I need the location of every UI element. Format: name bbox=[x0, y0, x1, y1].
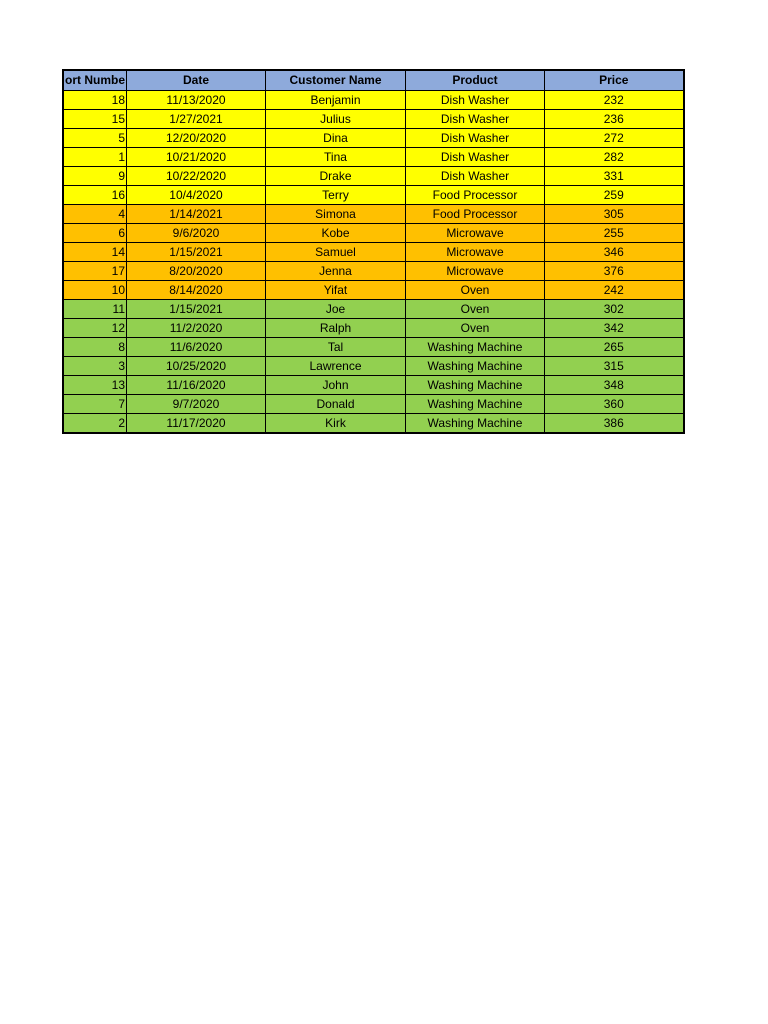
cell-date[interactable]: 10/21/2020 bbox=[127, 147, 266, 166]
cell-date[interactable]: 11/2/2020 bbox=[127, 318, 266, 337]
table-row bbox=[63, 147, 684, 166]
cell-product[interactable]: Microwave bbox=[406, 261, 545, 280]
cell-sort-number[interactable]: 18 bbox=[63, 90, 127, 109]
cell-customer-name[interactable]: Julius bbox=[266, 109, 406, 128]
header-date[interactable]: Date bbox=[127, 70, 266, 90]
cell-product[interactable]: Dish Washer bbox=[406, 128, 545, 147]
cell-sort-number[interactable]: 14 bbox=[63, 242, 127, 261]
cell-sort-number[interactable]: 1 bbox=[63, 147, 127, 166]
cell-sort-number[interactable]: 16 bbox=[63, 185, 127, 204]
cell-customer-name[interactable]: Yifat bbox=[266, 280, 406, 299]
cell-product[interactable]: Washing Machine bbox=[406, 356, 545, 375]
cell-sort-number[interactable]: 4 bbox=[63, 204, 127, 223]
cell-sort-number[interactable]: 8 bbox=[63, 337, 127, 356]
table-row bbox=[63, 337, 684, 356]
table-row bbox=[63, 280, 684, 299]
cell-customer-name[interactable]: Samuel bbox=[266, 242, 406, 261]
cell-product[interactable]: Food Processor bbox=[406, 204, 545, 223]
table-row bbox=[63, 90, 684, 109]
header-sort-number[interactable]: ort Numbe bbox=[63, 70, 127, 90]
cell-price[interactable]: 386 bbox=[545, 413, 684, 433]
cell-sort-number[interactable]: 6 bbox=[63, 223, 127, 242]
cell-product[interactable]: Dish Washer bbox=[406, 109, 545, 128]
cell-customer-name[interactable]: Benjamin bbox=[266, 90, 406, 109]
cell-date[interactable]: 11/16/2020 bbox=[127, 375, 266, 394]
cell-sort-number[interactable]: 17 bbox=[63, 261, 127, 280]
cell-customer-name[interactable]: Donald bbox=[266, 394, 406, 413]
table-row bbox=[63, 109, 684, 128]
cell-date[interactable]: 1/14/2021 bbox=[127, 204, 266, 223]
cell-price[interactable]: 342 bbox=[545, 318, 684, 337]
table-row bbox=[63, 394, 684, 413]
cell-customer-name[interactable]: Tal bbox=[266, 337, 406, 356]
cell-date[interactable]: 8/20/2020 bbox=[127, 261, 266, 280]
cell-date[interactable]: 1/15/2021 bbox=[127, 242, 266, 261]
cell-price[interactable]: 376 bbox=[545, 261, 684, 280]
cell-price[interactable]: 236 bbox=[545, 109, 684, 128]
cell-date[interactable]: 8/14/2020 bbox=[127, 280, 266, 299]
cell-product[interactable]: Microwave bbox=[406, 223, 545, 242]
cell-sort-number[interactable]: 3 bbox=[63, 356, 127, 375]
cell-product[interactable]: Food Processor bbox=[406, 185, 545, 204]
cell-sort-number[interactable]: 13 bbox=[63, 375, 127, 394]
cell-sort-number[interactable]: 5 bbox=[63, 128, 127, 147]
header-row bbox=[63, 70, 684, 90]
header-customer-name[interactable]: Customer Name bbox=[266, 70, 406, 90]
cell-customer-name[interactable]: Kobe bbox=[266, 223, 406, 242]
cell-price[interactable]: 360 bbox=[545, 394, 684, 413]
spreadsheet-table bbox=[62, 69, 685, 434]
cell-customer-name[interactable]: Ralph bbox=[266, 318, 406, 337]
cell-customer-name[interactable]: Lawrence bbox=[266, 356, 406, 375]
cell-price[interactable]: 348 bbox=[545, 375, 684, 394]
cell-price[interactable]: 315 bbox=[545, 356, 684, 375]
header-product[interactable]: Product bbox=[406, 70, 545, 90]
cell-customer-name[interactable]: Tina bbox=[266, 147, 406, 166]
cell-customer-name[interactable]: Simona bbox=[266, 204, 406, 223]
table-row bbox=[63, 204, 684, 223]
cell-price[interactable]: 272 bbox=[545, 128, 684, 147]
cell-product[interactable]: Dish Washer bbox=[406, 147, 545, 166]
cell-sort-number[interactable]: 12 bbox=[63, 318, 127, 337]
cell-product[interactable]: Oven bbox=[406, 299, 545, 318]
cell-price[interactable]: 255 bbox=[545, 223, 684, 242]
cell-customer-name[interactable]: Drake bbox=[266, 166, 406, 185]
cell-date[interactable]: 1/27/2021 bbox=[127, 109, 266, 128]
cell-price[interactable]: 265 bbox=[545, 337, 684, 356]
cell-price[interactable]: 331 bbox=[545, 166, 684, 185]
cell-customer-name[interactable]: Jenna bbox=[266, 261, 406, 280]
cell-product[interactable]: Washing Machine bbox=[406, 337, 545, 356]
cell-sort-number[interactable]: 2 bbox=[63, 413, 127, 433]
cell-date[interactable]: 10/22/2020 bbox=[127, 166, 266, 185]
cell-price[interactable]: 346 bbox=[545, 242, 684, 261]
table-row bbox=[63, 261, 684, 280]
cell-sort-number[interactable]: 11 bbox=[63, 299, 127, 318]
cell-product[interactable]: Washing Machine bbox=[406, 375, 545, 394]
cell-price[interactable]: 242 bbox=[545, 280, 684, 299]
cell-date[interactable]: 10/4/2020 bbox=[127, 185, 266, 204]
cell-date[interactable]: 12/20/2020 bbox=[127, 128, 266, 147]
cell-sort-number[interactable]: 15 bbox=[63, 109, 127, 128]
table-row bbox=[63, 128, 684, 147]
cell-date[interactable]: 9/6/2020 bbox=[127, 223, 266, 242]
cell-product[interactable]: Dish Washer bbox=[406, 90, 545, 109]
cell-date[interactable]: 1/15/2021 bbox=[127, 299, 266, 318]
cell-date[interactable]: 11/6/2020 bbox=[127, 337, 266, 356]
cell-date[interactable]: 10/25/2020 bbox=[127, 356, 266, 375]
table-row bbox=[63, 185, 684, 204]
cell-sort-number[interactable]: 9 bbox=[63, 166, 127, 185]
cell-price[interactable]: 302 bbox=[545, 299, 684, 318]
cell-customer-name[interactable]: John bbox=[266, 375, 406, 394]
table-row bbox=[63, 413, 684, 433]
table-row bbox=[63, 299, 684, 318]
cell-price[interactable]: 282 bbox=[545, 147, 684, 166]
cell-customer-name[interactable]: Kirk bbox=[266, 413, 406, 433]
table-row bbox=[63, 356, 684, 375]
cell-sort-number[interactable]: 10 bbox=[63, 280, 127, 299]
cell-sort-number[interactable]: 7 bbox=[63, 394, 127, 413]
cell-date[interactable]: 11/13/2020 bbox=[127, 90, 266, 109]
cell-date[interactable]: 9/7/2020 bbox=[127, 394, 266, 413]
cell-price[interactable]: 305 bbox=[545, 204, 684, 223]
cell-price[interactable]: 232 bbox=[545, 90, 684, 109]
table-row bbox=[63, 223, 684, 242]
table-row bbox=[63, 318, 684, 337]
cell-product[interactable]: Washing Machine bbox=[406, 413, 545, 433]
table-row bbox=[63, 166, 684, 185]
cell-customer-name[interactable]: Terry bbox=[266, 185, 406, 204]
cell-product[interactable]: Oven bbox=[406, 318, 545, 337]
cell-price[interactable]: 259 bbox=[545, 185, 684, 204]
cell-product[interactable]: Washing Machine bbox=[406, 394, 545, 413]
table-row bbox=[63, 375, 684, 394]
cell-customer-name[interactable]: Dina bbox=[266, 128, 406, 147]
cell-product[interactable]: Oven bbox=[406, 280, 545, 299]
cell-customer-name[interactable]: Joe bbox=[266, 299, 406, 318]
header-price[interactable]: Price bbox=[545, 70, 684, 90]
table-row bbox=[63, 242, 684, 261]
cell-product[interactable]: Microwave bbox=[406, 242, 545, 261]
cell-date[interactable]: 11/17/2020 bbox=[127, 413, 266, 433]
cell-product[interactable]: Dish Washer bbox=[406, 166, 545, 185]
